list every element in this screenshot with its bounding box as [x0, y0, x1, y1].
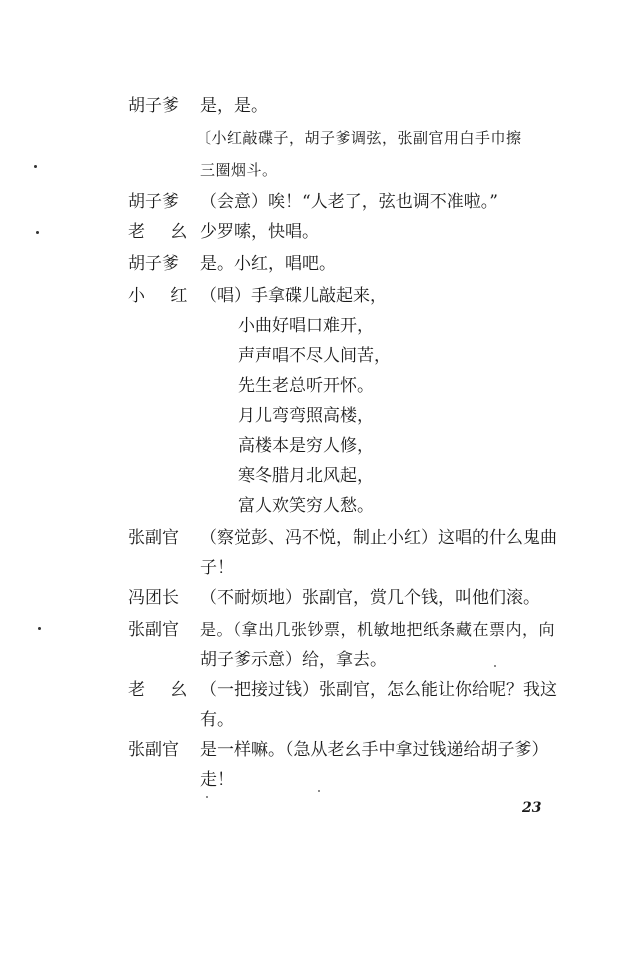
scan-speck	[318, 790, 320, 792]
line-text: （察觉彭、冯不悦，制止小红）这唱的什么鬼曲	[200, 528, 557, 548]
line-text: 少罗嗦，快唱。	[200, 222, 319, 242]
stage-direction-text: 三圈烟斗。	[200, 161, 278, 179]
line-text: （会意）唉！“人老了，弦也调不准啦。”	[200, 192, 498, 212]
line-text: （不耐烦地）张副官，赏几个钱，叫他们滚。	[200, 588, 540, 608]
script-line	[0, 282, 640, 310]
stage-direction	[0, 156, 640, 184]
line-text: 子！	[200, 558, 234, 578]
line-text: 是，是。	[200, 96, 268, 116]
script-line	[0, 584, 640, 612]
script-line	[0, 218, 640, 246]
script-line	[0, 188, 640, 216]
line-text: 是。（拿出几张钞票，机敏地把纸条藏在票内，向	[200, 620, 556, 639]
script-line-continued	[0, 554, 640, 582]
line-text: 有。	[200, 710, 234, 730]
page-number: 23	[522, 800, 542, 816]
stage-direction-text: 〔小红敲碟子，胡子爹调弦，张副官用白手巾擦	[196, 129, 522, 147]
song-verse: 小曲好唱口难开，	[238, 316, 374, 336]
speaker-name: 冯团长	[128, 588, 179, 608]
speaker-name: 老 幺	[128, 680, 198, 700]
speaker-name: 胡子爹	[128, 254, 179, 274]
script-line	[0, 92, 640, 120]
scan-speck	[206, 796, 208, 798]
song-verse: 先生老总听开怀。	[238, 376, 374, 396]
script-line	[0, 524, 640, 552]
line-text: 胡子爹示意）给，拿去。	[200, 650, 387, 670]
line-text: （一把接过钱）张副官，怎么能让你给呢？我这	[200, 680, 557, 700]
line-text: 走！	[200, 770, 234, 790]
speaker-name: 小 红	[128, 286, 198, 306]
script-line	[0, 250, 640, 278]
script-line	[0, 676, 640, 704]
line-text: 是。小红，唱吧。	[200, 254, 336, 274]
speaker-name: 胡子爹	[128, 96, 179, 116]
script-line-continued	[0, 646, 640, 674]
line-text: 是一样嘛。（急从老幺手中拿过钱递给胡子爹）	[200, 740, 549, 760]
song-verse: 声声唱不尽人间苦，	[238, 346, 391, 366]
script-line-continued	[0, 766, 640, 794]
script-line	[0, 616, 640, 644]
speaker-name: 胡子爹	[128, 192, 179, 212]
scan-speck	[494, 665, 496, 667]
line-text: （唱）手拿碟儿敲起来，	[200, 286, 387, 306]
scan-speck	[34, 165, 37, 168]
scan-speck	[36, 231, 39, 234]
script-line-continued	[0, 706, 640, 734]
song-verse: 高楼本是穷人修，	[238, 436, 374, 456]
stage-direction	[0, 124, 640, 152]
speaker-name: 老 幺	[128, 222, 198, 242]
speaker-name: 张副官	[128, 620, 179, 640]
song-verse: 寒冬腊月北风起，	[238, 466, 374, 486]
scan-speck	[38, 627, 41, 630]
speaker-name: 张副官	[128, 528, 179, 548]
script-line	[0, 736, 640, 764]
speaker-name: 张副官	[128, 740, 179, 760]
song-verse: 月儿弯弯照高楼，	[238, 406, 374, 426]
song-verse: 富人欢笑穷人愁。	[238, 496, 374, 516]
